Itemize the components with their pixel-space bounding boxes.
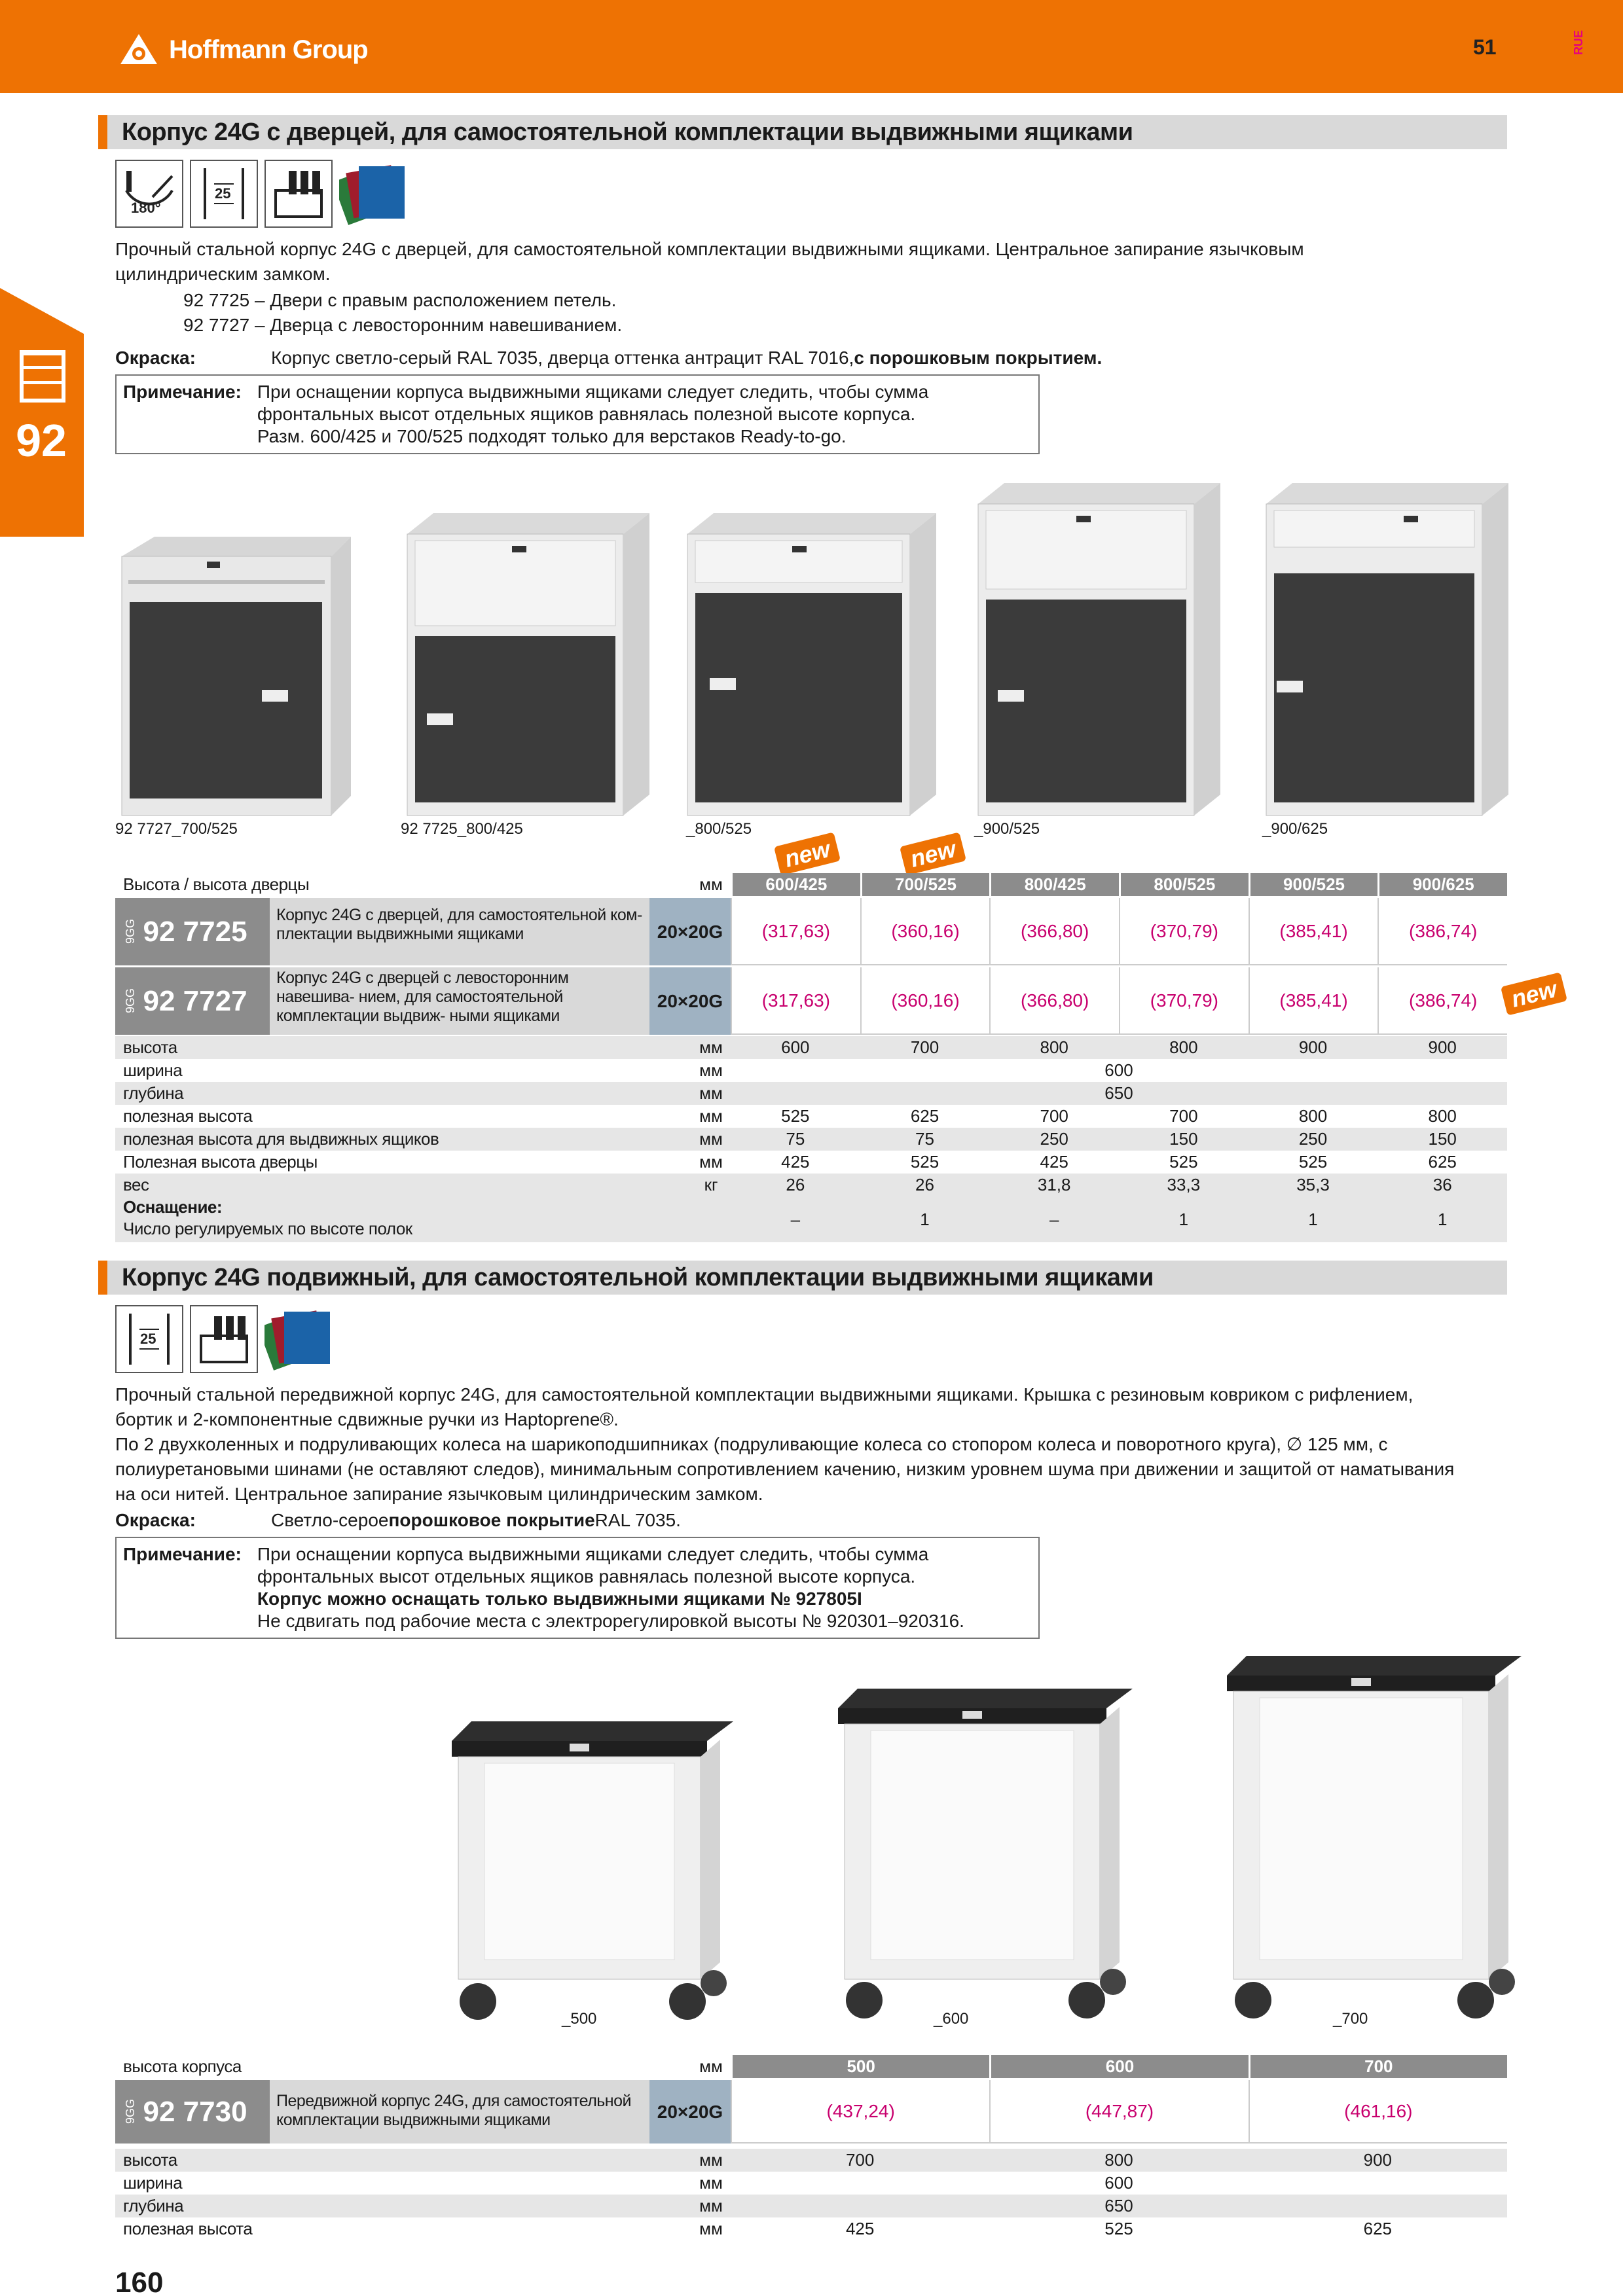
- grid-25-icon: 25: [115, 1305, 183, 1373]
- table1-header: [115, 873, 1507, 896]
- spec-value: 26: [786, 1175, 805, 1194]
- price: (370,79): [1119, 967, 1249, 1035]
- spec-value: 650: [1104, 2196, 1133, 2215]
- spec-name: вес: [123, 1175, 149, 1194]
- spec-value: 1: [1178, 1210, 1189, 1229]
- spec-name: Полезная высота дверцы: [123, 1152, 318, 1172]
- column-header: 900/525: [1249, 873, 1378, 896]
- spec-value: 250: [1298, 1129, 1328, 1149]
- variant-text: Двери с правым расположением петель.: [270, 290, 617, 310]
- unit: мм: [699, 874, 723, 894]
- paint-label: Окраска:: [115, 1510, 196, 1530]
- spec-value: 1: [920, 1210, 930, 1229]
- price: (385,41): [1249, 967, 1378, 1035]
- spec-row: [115, 1105, 1507, 1128]
- spec-name: полезная высота: [123, 1106, 253, 1126]
- mobile-cabinet-image-600: [831, 1676, 1133, 2022]
- door-180-icon: 180°: [115, 160, 183, 228]
- spec-value: 150: [1169, 1129, 1198, 1149]
- cabinet-image-800-425: [401, 508, 649, 818]
- section2-title: Корпус 24G подвижный, для самостоятельной комплектации выдвижными ящиками: [98, 1261, 1507, 1295]
- spec-value: 600: [781, 1037, 810, 1057]
- price: (437,24): [731, 2080, 989, 2144]
- equipment-row: [115, 1196, 1507, 1242]
- product-size: 20×20G: [649, 2080, 731, 2144]
- new-badge: new: [1501, 972, 1567, 1015]
- spec-value: 625: [1428, 1152, 1457, 1172]
- paint-end: RAL 7035.: [594, 1510, 681, 1530]
- spec-name: высота: [123, 2150, 177, 2170]
- spec-unit: мм: [699, 1060, 723, 1080]
- spec-value: 600: [1104, 1060, 1133, 1080]
- spec-value: 625: [910, 1106, 939, 1126]
- color-swatches-icon: [339, 160, 407, 228]
- column-header: 900/625: [1377, 873, 1507, 896]
- note-label: Примечание:: [123, 1544, 242, 1564]
- spec-value: –: [790, 1210, 801, 1229]
- note-line: При оснащении корпуса выдвижными ящиками следует следить, чтобы сумма: [257, 382, 929, 402]
- spec-value: 250: [1040, 1129, 1068, 1149]
- spec-row: [115, 1151, 1507, 1174]
- drawers-icon: [264, 160, 333, 228]
- paint-label: Окраска:: [115, 348, 196, 368]
- spec-row: [115, 1059, 1507, 1082]
- price: (386,74): [1377, 898, 1507, 965]
- price: (386,74): [1377, 967, 1507, 1035]
- price: (461,16): [1249, 2080, 1507, 2144]
- spec-value: 700: [845, 2150, 875, 2170]
- spec-value: 150: [1428, 1129, 1457, 1149]
- grid-25-icon: 25: [190, 160, 258, 228]
- image-caption: _900/625: [1262, 820, 1328, 838]
- spec-value: 525: [781, 1106, 810, 1126]
- spec-value: –: [1049, 1210, 1059, 1229]
- spec-value: 700: [910, 1037, 939, 1057]
- spec-value: 800: [1428, 1106, 1457, 1126]
- product-code: 9GG 92 7730: [115, 2080, 270, 2144]
- paint-text: Светло-серое: [271, 1510, 389, 1530]
- spec-value: 525: [1298, 1152, 1328, 1172]
- note-line: При оснащении корпуса выдвижными ящиками следует следить, чтобы сумма: [257, 1544, 929, 1564]
- variant-code: 92 7727 –: [183, 315, 265, 335]
- price: (360,16): [860, 898, 990, 965]
- price: (366,80): [989, 967, 1119, 1035]
- spec-name: полезная высота: [123, 2219, 253, 2238]
- drawers-icon: [190, 1305, 258, 1373]
- variant-text: Дверца с левосторонним навешиванием.: [270, 315, 623, 335]
- spec-value: 36: [1432, 1175, 1452, 1194]
- column-label: высота корпуса: [123, 2056, 242, 2076]
- image-caption: _500: [562, 2010, 597, 2028]
- column-header: 600: [989, 2055, 1248, 2078]
- product-code: 9GG 92 7725: [115, 898, 270, 965]
- spec-value: 700: [1040, 1106, 1068, 1126]
- spec-unit: мм: [699, 1037, 723, 1057]
- spec-name: Оснащение: Число регулируемых по высоте полок: [123, 1197, 412, 1238]
- spec-unit: мм: [699, 2219, 723, 2238]
- spec-value: 800: [1104, 2150, 1133, 2170]
- price: (366,80): [989, 898, 1119, 965]
- price: (317,63): [731, 898, 860, 965]
- spec-unit: мм: [699, 2196, 723, 2215]
- cabinet-image-700-525: [115, 530, 364, 818]
- image-caption: _900/525: [974, 820, 1040, 838]
- product-description: Корпус 24G с дверцей, для самостоятельной ком- плектации выдвижными ящиками: [270, 898, 649, 965]
- paint-bold: с порошковым покрытием.: [854, 348, 1103, 368]
- spec-value: 1: [1437, 1210, 1448, 1229]
- spec-value: 425: [845, 2219, 875, 2238]
- price: (360,16): [860, 967, 990, 1035]
- column-header: 600/425: [731, 873, 860, 896]
- cabinet-image-900-625: [1260, 478, 1515, 818]
- note-line: фронтальных высот отдельных ящиков равнялась полезной высоте корпуса.: [257, 404, 916, 424]
- image-caption: 92 7727_700/525: [115, 820, 238, 838]
- spec-row: [115, 2217, 1507, 2240]
- spec-value: 425: [781, 1152, 810, 1172]
- spec-name: высота: [123, 1037, 177, 1057]
- spec-unit: мм: [699, 1152, 723, 1172]
- spec-name: глубина: [123, 2196, 184, 2215]
- page-number-top: 51: [1473, 35, 1497, 59]
- spec-value: 425: [1040, 1152, 1068, 1172]
- image-caption: _800/525: [686, 820, 752, 838]
- section2-description-line: бортик и 2-компонентные сдвижные ручки из Haptoprene®.: [115, 1409, 619, 1429]
- table2-header: [115, 2055, 1507, 2078]
- spec-value: 600: [1104, 2173, 1133, 2193]
- spec-unit: мм: [699, 2173, 723, 2193]
- spec-value: 800: [1298, 1106, 1328, 1126]
- image-caption: _600: [934, 2010, 969, 2028]
- product-row-927730[interactable]: [115, 2078, 1507, 2144]
- spec-name: полезная высота для выдвижных ящиков: [123, 1129, 439, 1149]
- section1-description-line2: цилиндрическим замком.: [115, 264, 331, 284]
- spec-unit: мм: [699, 1106, 723, 1126]
- product-description: Корпус 24G с дверцей с левосторонним навешива- нием, для самостоятельной комплектации выдвиж- ными ящиками: [270, 967, 649, 1035]
- spec-value: 33,3: [1167, 1175, 1201, 1194]
- spec-value: 525: [910, 1152, 939, 1172]
- product-row-927727[interactable]: [115, 965, 1507, 1035]
- spec-value: 26: [915, 1175, 934, 1194]
- spec-name: ширина: [123, 1060, 183, 1080]
- column-header: 800/525: [1119, 873, 1249, 896]
- spec-name: глубина: [123, 1083, 184, 1103]
- section2-description-line: По 2 двухколенных и подруливающих колеса на шарикоподшипниках (подруливающие колеса со стопором колеса и поворотного круга), ∅ 125 мм, с: [115, 1434, 1388, 1454]
- new-badge: new: [774, 832, 841, 875]
- spec-value: 31,8: [1037, 1175, 1071, 1194]
- spec-unit: мм: [699, 1083, 723, 1103]
- spec-value: 900: [1363, 2150, 1393, 2170]
- spec-row: [115, 2172, 1507, 2195]
- color-swatches-icon: [264, 1305, 333, 1373]
- product-description: Передвижной корпус 24G, для самостоятельной комплектации выдвижными ящиками: [270, 2080, 649, 2144]
- column-header: 800/425: [989, 873, 1119, 896]
- section2-description-line: Прочный стальной передвижной корпус 24G, для самостоятельной комплектации выдвижными ящиками. Крышка с резиновым ковриком с рифлением,: [115, 1384, 1413, 1405]
- cabinet-image-900-525: [972, 478, 1227, 818]
- image-caption: _700: [1333, 2010, 1368, 2028]
- section1-title: Корпус 24G с дверцей, для самостоятельной комплектации выдвижными ящиками: [98, 115, 1507, 149]
- spec-row: [115, 2195, 1507, 2217]
- language-code: RUE: [1572, 30, 1585, 56]
- section1-description-line1: Прочный стальной корпус 24G с дверцей, для самостоятельной комплектации выдвижными ящиками. Центральное запирание язычковым: [115, 239, 1304, 259]
- chapter-number: 92: [16, 415, 67, 466]
- spec-value: 35,3: [1296, 1175, 1330, 1194]
- spec-value: 75: [915, 1129, 934, 1149]
- section1-note: [115, 374, 1040, 454]
- spec-value: 700: [1169, 1106, 1198, 1126]
- spec-row: [115, 2149, 1507, 2172]
- product-size: 20×20G: [649, 898, 731, 965]
- mobile-cabinet-image-500: [445, 1708, 733, 2022]
- column-label: Высота / высота дверцы: [123, 874, 310, 894]
- section2-description-line: полиуретановыми шинами (не оставляют следов), минимальным сопротивлением качению, низким уровнем шума при движении и защитой от наматывания: [115, 1459, 1455, 1479]
- section2-note: [115, 1537, 1040, 1639]
- spec-row: [115, 1036, 1507, 1059]
- spec-row: [115, 1128, 1507, 1151]
- price: (447,87): [989, 2080, 1248, 2144]
- spec-row: [115, 1082, 1507, 1105]
- page-number-bottom: 160: [115, 2267, 164, 2296]
- column-header: 500: [731, 2055, 989, 2078]
- image-caption: 92 7725_800/425: [401, 820, 523, 838]
- brand-name: Hoffmann Group: [169, 35, 368, 64]
- spec-row: [115, 1174, 1507, 1196]
- product-row-927725[interactable]: [115, 896, 1507, 965]
- section2-description-line: на оси нитей. Центральное запирание язычковым цилиндрическим замком.: [115, 1484, 763, 1504]
- paint-text: Корпус светло-серый RAL 7035, дверца оттенка антрацит RAL 7016,: [271, 348, 854, 368]
- spec-value: 650: [1104, 1083, 1133, 1103]
- spec-value: 75: [786, 1129, 805, 1149]
- spec-value: 1: [1308, 1210, 1318, 1229]
- column-header: 700/525: [860, 873, 990, 896]
- spec-value: 900: [1298, 1037, 1328, 1057]
- product-code: 9GG 92 7727: [115, 967, 270, 1035]
- variant-code: 92 7725 –: [183, 290, 265, 310]
- new-badge: new: [900, 832, 966, 875]
- spec-value: 525: [1169, 1152, 1198, 1172]
- spec-value: 900: [1428, 1037, 1457, 1057]
- spec-unit: кг: [704, 1175, 718, 1194]
- spec-unit: мм: [699, 2150, 723, 2170]
- note-line: Разм. 600/425 и 700/525 подходят только для верстаков Ready-to-go.: [257, 426, 847, 446]
- hoffmann-logo-icon: [115, 31, 162, 68]
- brand-logo: [115, 30, 368, 69]
- cabinet-image-800-525: [681, 508, 943, 818]
- unit: мм: [699, 2056, 723, 2076]
- note-line: Корпус можно оснащать только выдвижными ящиками № 927805I: [257, 1588, 862, 1609]
- note-line: Не сдвигать под рабочие места с электрорегулировкой высоты № 920301–920316.: [257, 1611, 964, 1631]
- spec-value: 625: [1363, 2219, 1393, 2238]
- mobile-cabinet-image-700: [1220, 1643, 1522, 2022]
- note-label: Примечание:: [123, 382, 242, 402]
- paint-bold: порошковое покрытие: [388, 1510, 595, 1530]
- spec-value: 800: [1169, 1037, 1198, 1057]
- spec-name: ширина: [123, 2173, 183, 2193]
- price: (317,63): [731, 967, 860, 1035]
- spec-value: 525: [1104, 2219, 1133, 2238]
- spec-unit: мм: [699, 1129, 723, 1149]
- note-line: фронтальных высот отдельных ящиков равнялась полезной высоте корпуса.: [257, 1566, 916, 1587]
- column-header: 700: [1249, 2055, 1507, 2078]
- price: (370,79): [1119, 898, 1249, 965]
- spec-value: 800: [1040, 1037, 1068, 1057]
- price: (385,41): [1249, 898, 1378, 965]
- product-size: 20×20G: [649, 967, 731, 1035]
